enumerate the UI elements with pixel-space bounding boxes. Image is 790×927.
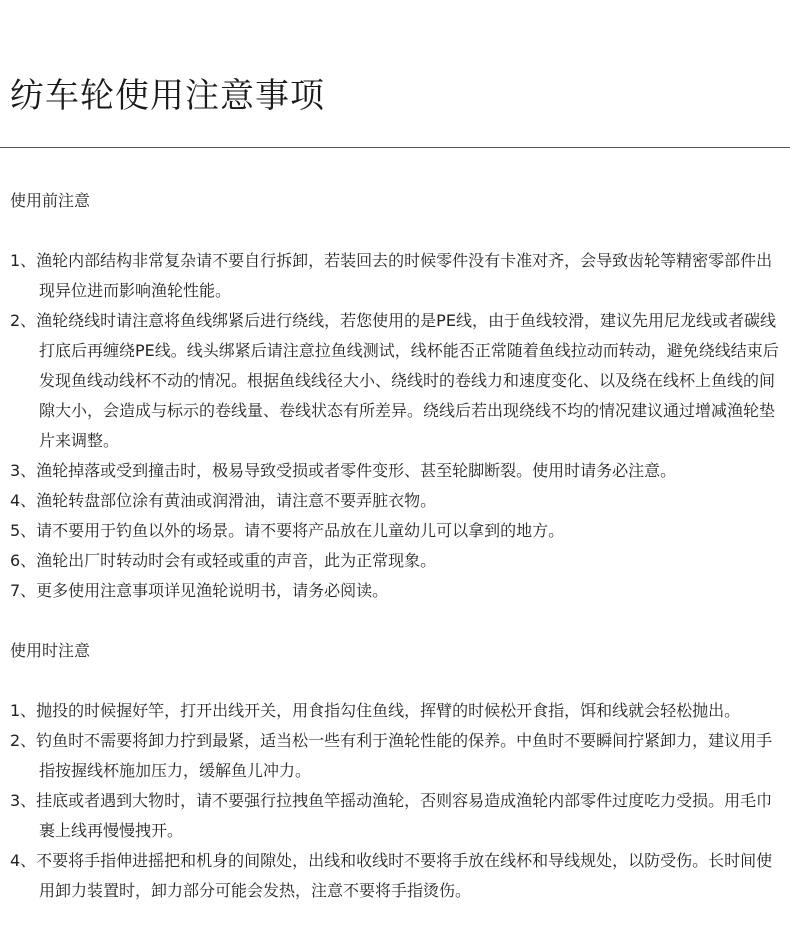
before-use-list — [10, 246, 780, 606]
list-item: 1、渔轮内部结构非常复杂请不要自行拆卸，若装回去的时候零件没有卡准对齐，会导致齿轮等精密零部件出现异位进而影响渔轮性能。 — [10, 251, 773, 300]
list-item: 3、挂底或者遇到大物时，请不要强行拉拽鱼竿摇动渔轮，否则容易造成渔轮内部零件过度吃力受损。用毛巾裹上线再慢慢拽开。 — [10, 791, 773, 840]
list-item: 2、钓鱼时不需要将卸力拧到最紧，适当松一些有利于渔轮性能的保养。中鱼时不要瞬间拧紧卸力，建议用手指按握线杯施加压力，缓解鱼儿冲力。 — [10, 731, 773, 780]
list-item: 1、抛投的时候握好竿，打开出线开关，用食指勾住鱼线，挥臂的时候松开食指，饵和线就会轻松抛出。 — [10, 701, 741, 720]
list-item: 2、渔轮绕线时请注意将鱼线绑紧后进行绕线，若您使用的是PE线，由于鱼线较滑，建议先用尼龙线或者碳线打底后再缠绕PE线。线头绑紧后请注意拉鱼线测试，线杯能否正常随着鱼线拉动而转动，避免绕线结束后发现鱼线动线杯不动的情况。根据鱼线线径大小、绕线时的卷线力和速度变化、以及绕在线杯上鱼线的间隙大小，会造成与标示的卷线量、卷线状态有所差异。绕线后若出现绕线不均的情况建议通过增减渔轮垫片来调整。 — [10, 311, 779, 450]
list-item: 4、渔轮转盘部位涂有黄油或润滑油，请注意不要弄脏衣物。 — [10, 491, 437, 510]
during-use-list — [10, 696, 780, 906]
page-title: 纺车轮使用注意事项 — [10, 76, 325, 116]
title-divider — [0, 147, 790, 148]
list-item: 5、请不要用于钓鱼以外的场景。请不要将产品放在儿童幼儿可以拿到的地方。 — [10, 521, 565, 540]
list-item: 4、不要将手指伸进摇把和机身的间隙处，出线和收线时不要将手放在线杯和导线规处，以防受伤。长时间使用卸力装置时，卸力部分可能会发热，注意不要将手指烫伤。 — [10, 851, 773, 900]
list-item: 6、渔轮出厂时转动时会有或轻或重的声音，此为正常现象。 — [10, 551, 437, 570]
section-heading-before-use: 使用前注意 — [10, 191, 91, 210]
list-item: 3、渔轮掉落或受到撞击时，极易导致受损或者零件变形、甚至轮脚断裂。使用时请务必注意。 — [10, 461, 677, 480]
list-item: 7、更多使用注意事项详见渔轮说明书，请务必阅读。 — [10, 581, 389, 600]
section-heading-during-use: 使用时注意 — [10, 641, 91, 660]
document-body — [10, 186, 780, 906]
